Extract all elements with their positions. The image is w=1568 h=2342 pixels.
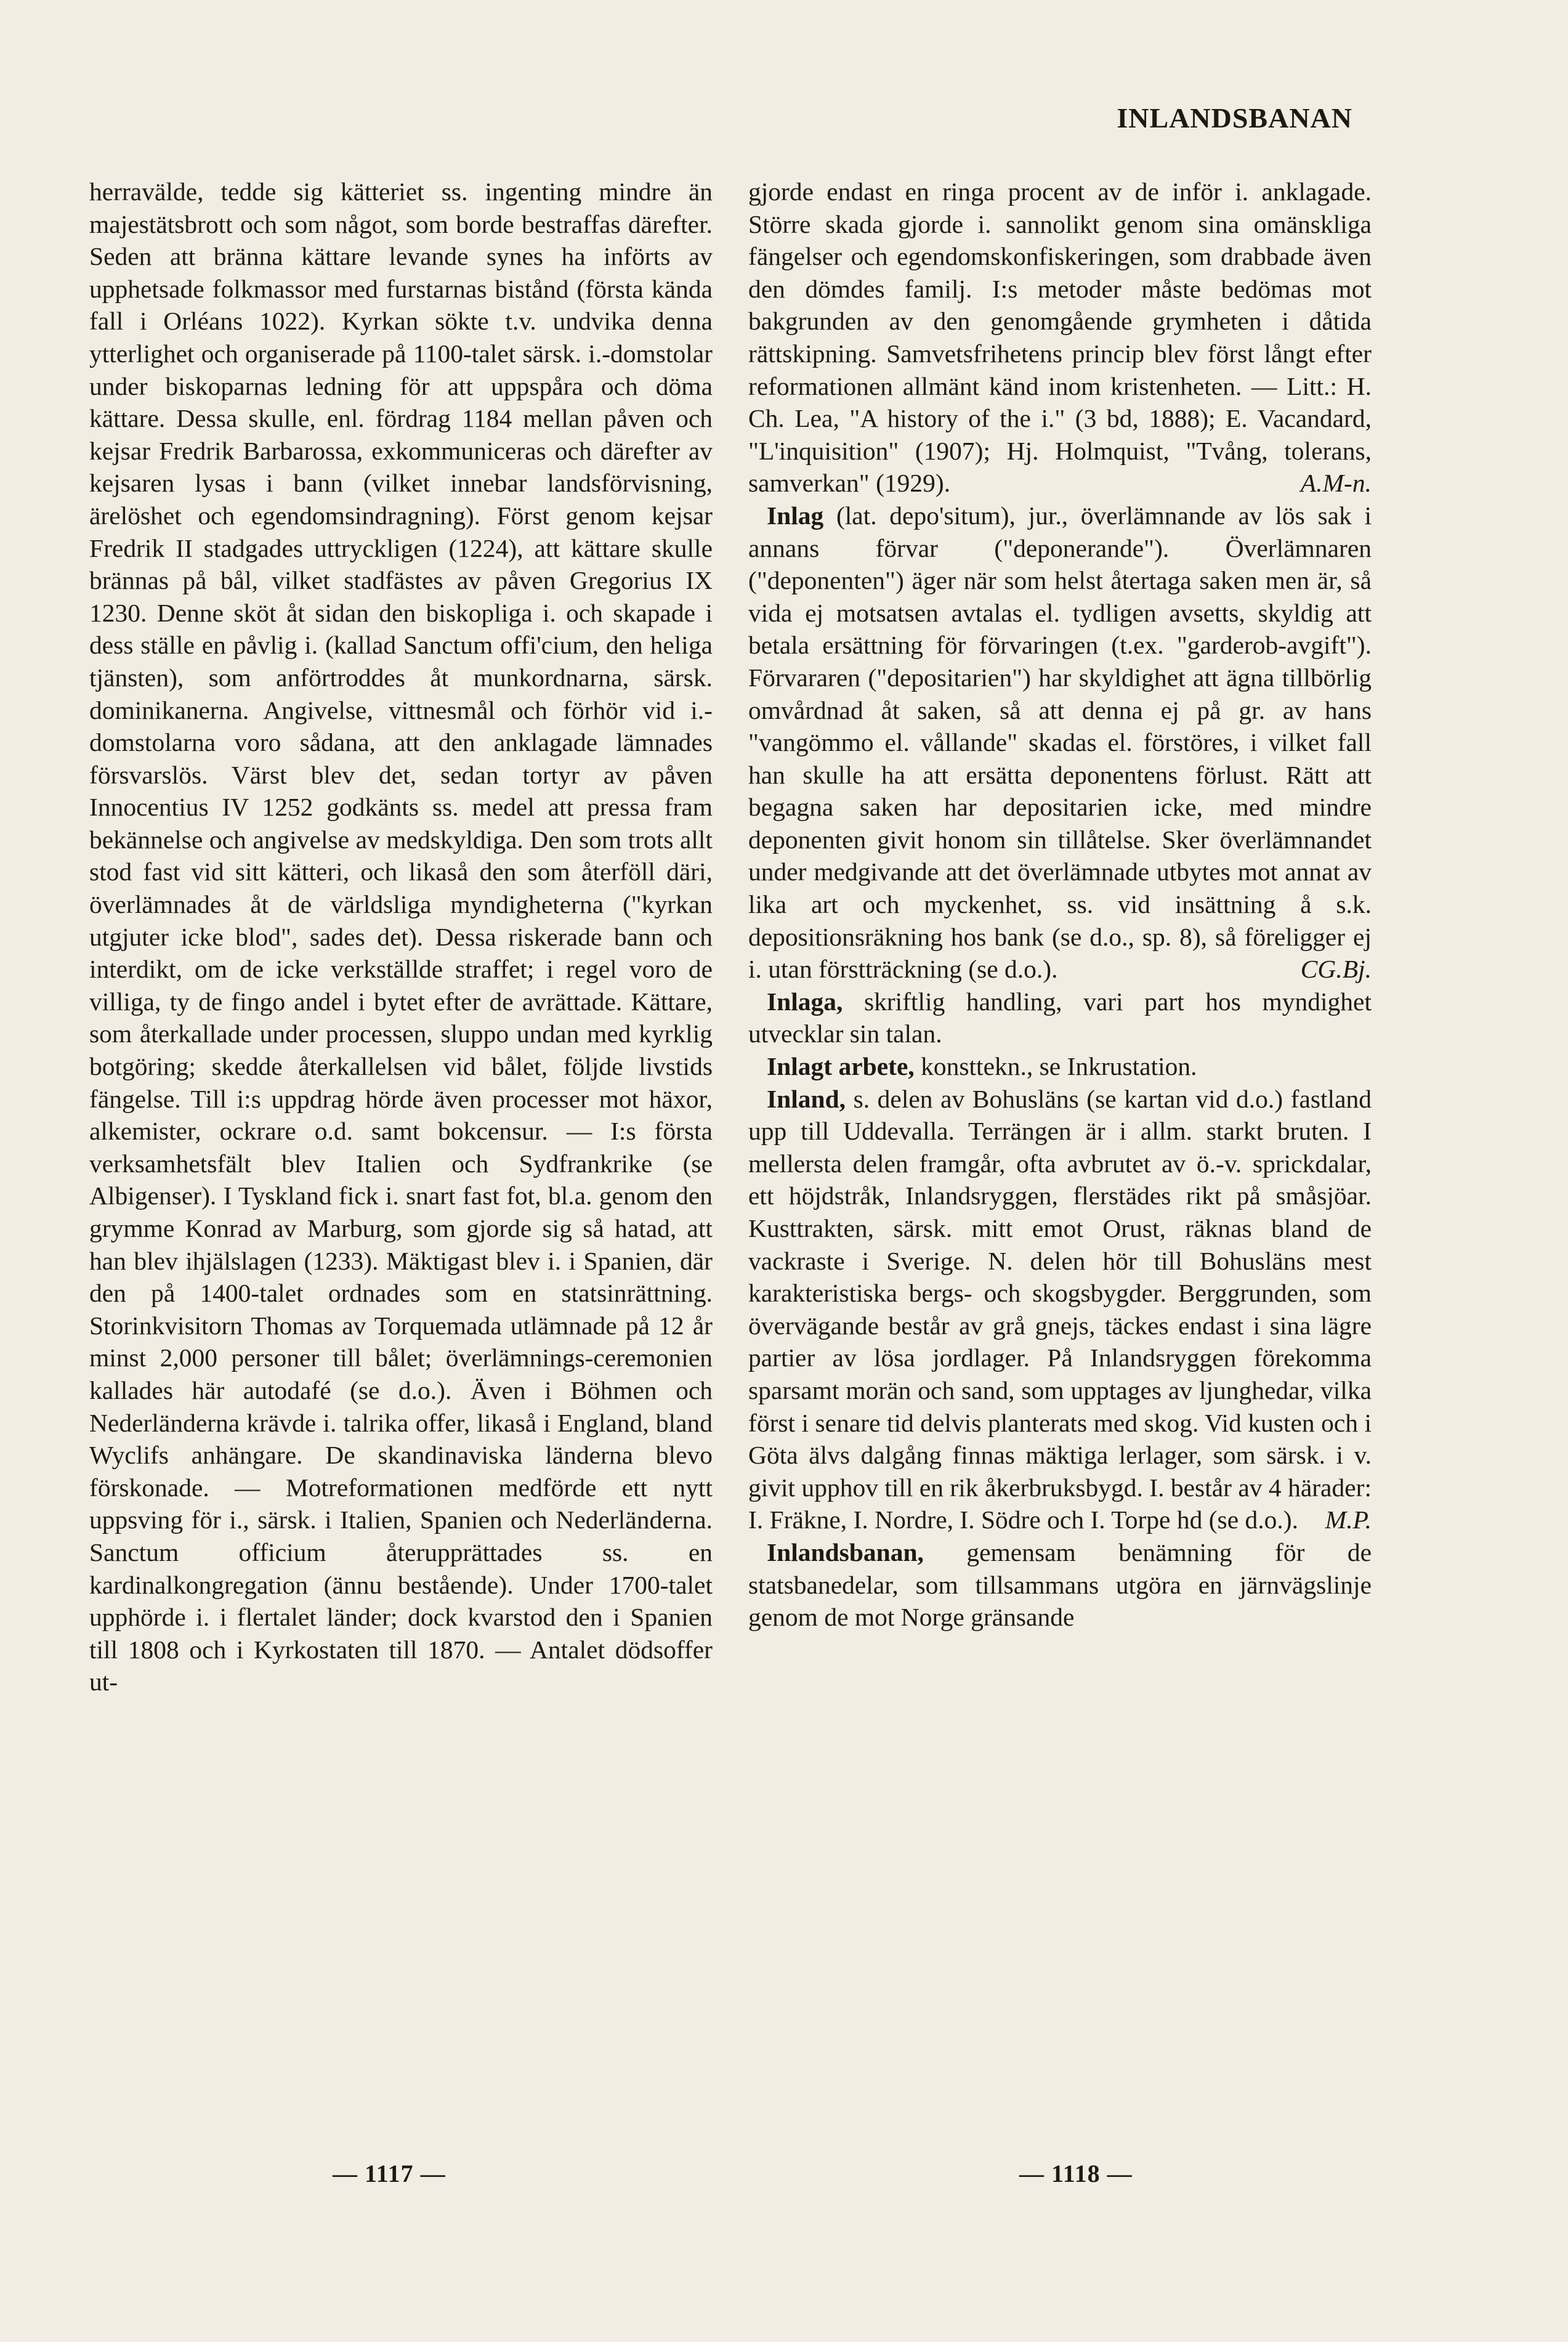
headword: Inland, [767,1084,846,1113]
signature: M.P. [1325,1505,1372,1534]
entry-text: s. delen av Bohusläns (se kartan vid d.o.) fastland upp till Uddevalla. Terrängen är i allm. starkt bruten. I mellersta delen framgår, ofta avbrutet av ö.-v. sprickdalar, ett höjdstråk, Inlandsryggen, flerstädes rikt på småsjöar. Kusttrakten, särsk. mitt emot Orust, räknas bland de vackraste i Sverige. N. delen hör till Bohusläns mest karakteristiska bergs- och skogsbygder. Berggrunden, som övervägande består av grå gnejs, täckes endast i sina lägre partier av lösa jordlager. På Inlandsryggen förekomma sparsamt morän och sand, som upptages av ljunghedar, vilka först i senare tid delvis planterats med skog. Vid kusten och i Göta älvs dalgång finnas mäktiga lerlager, som särsk. i v. givit upphov till en rik åkerbruksbygd. I. består av 4 härader: I. Fräkne, I. Nordre, I. Södre och I. Torpe hd (se d.o.). [748,1084,1372,1534]
page-number-right: — 1118 — [1019,2160,1133,2187]
left-column [89,176,713,1698]
headword: Inlaga, [767,987,843,1016]
entry-inlandsbanan [748,1536,1372,1634]
entry-inlag [748,500,1372,986]
entry-inland [748,1083,1372,1536]
signature: A.M-n. [1300,469,1372,498]
running-title: INLANDSBANAN [1117,102,1352,134]
page-number-left: — 1117 — [333,2160,446,2187]
entry-text: skriftlig handling, vari part hos myndighet utvecklar sin talan. [748,987,1372,1048]
left-column-text: herravälde, tedde sig kätteriet ss. ingenting mindre än majestätsbrott och som något, som borde bestraffas därefter. Seden att bränna kättare levande synes ha införts av upphetsade folkmassor med furstarnas bistånd (första kända fall i Orléans 1022). Kyrkan sökte t.v. undvika denna ytterlighet och organiserade på 1100-talet särsk. i.-domstolar under biskoparnas ledning för att uppspåra och döma kättare. Dessa skulle, enl. fördrag 1184 mellan påven och kejsar Fredrik Barbarossa, exkommuniceras och därefter av kejsaren lysas i bann (vilket innebar landsförvisning, ärelöshet och egendomsindragning). Först genom kejsar Fredrik II stadgades uttryckligen (1224), att kättare skulle brännas på bål, vilket stadfästes av påven Gregorius IX 1230. Denne sköt åt sidan den biskopliga i. och skapade i dess ställe en påvlig i. (kallad Sanctum offi'cium, den heliga tjänsten), som anförtroddes åt munkordnarna, särsk. dominikanerna. Angivelse, vittnesmål och förhör vid i.-domstolarna voro sådana, att den anklagade lämnades försvarslös. Värst blev det, sedan tortyr av påven Innocentius IV 1252 godkänts ss. medel att pressa fram bekännelse och angivelse av medskyldiga. Den som trots allt stod fast vid sitt kätteri, och likaså den som återföll däri, överlämnades åt de världsliga myndigheterna ("kyrkan utgjuter icke blod", sades det). Dessa riskerade bann och interdikt, om de icke verkställde straffet; i regel voro de villiga, ty de fingo andel i bytet efter de avrättade. Kättare, som återkallade under processen, sluppo undan med kyrklig botgöring; skedde återkallelsen vid bålet, följde livstids fängelse. Till i:s uppdrag hörde även processer mot häxor, alkemister, ockrare o.d. samt bokcensur. — I:s första verksamhetsfält blev Italien och Sydfrankrike (se Albigenser). I Tyskland fick i. snart fast fot, bl.a. genom den grymme Konrad av Marburg, som gjorde sig så hatad, att han blev ihjälslagen (1233). Mäktigast blev i. i Spanien, där den på 1400-talet ordnades som en statsinrättning. Storinkvisitorn Thomas av Torquemada utlämnade på 12 år minst 2,000 personer till bålet; överlämnings-ceremonien kallades här autodafé (se d.o.). Även i Böhmen och Nederländerna krävde i. talrika offer, likaså i England, bland Wyclifs anhängare. De skandinaviska länderna blevo förskonade. — Motreformationen medförde ett nytt uppsving för i., särsk. i Italien, Spanien och Nederländerna. Sanctum officium återupprättades ss. en kardinalkongregation (ännu bestående). Under 1700-talet upphörde i. i flertalet länder; dock kvarstod den i Spanien till 1808 och i Kyrkostaten till 1870. — Antalet dödsoffer ut- [89,177,713,1696]
entry-text: konsttekn., se Inkrustation. [914,1052,1197,1081]
right-column [748,176,1372,1634]
entry-inlagt-arbete [748,1050,1372,1083]
entry-inlaga [748,986,1372,1050]
entry-text: (lat. depo'situm), jur., överlämnande av lös sak i annans förvar ("deponerande"). Överlämnaren ("deponenten") äger när som helst återtaga saken men är, så vida ej motsatsen avtalas el. tydligen avsetts, skyldig att betala ersättning för förvaringen (t.ex. "garderob-avgift"). Förvararen ("depositarien") har skyldighet att ägna tillbörlig omvårdnad åt saken, så att denna ej på gr. av hans "vangömmo el. vållande" skadas el. förstöres, i vilket fall han skulle ha att ersätta deponentens förlust. Rätt att begagna saken har depositarien icke, med mindre deponenten givit honom sin tillåtelse. Sker överlämnandet under medgivande att det överlämnade utbytes mot annat av lika art och myckenhet, ss. vid insättning å s.k. depositionsräkning hos bank (se d.o., sp. 8), så föreligger ej i. utan förstträckning (se d.o.). [748,501,1372,984]
continuation-text: gjorde endast en ringa procent av de inför i. anklagade. Större skada gjorde i. sannolikt genom sina omänskliga fängelser och egendomskonfiskeringen, som drabbade även den dömdes familj. I:s metoder måste bedömas mot bakgrunden av den genomgående grymheten i dåtida rättskipning. Samvetsfrihetens princip blev först långt efter reformationen allmänt känd inom kristenheten. — Litt.: H. Ch. Lea, "A history of the i." (3 bd, 1888); E. Vacandard, "L'inquisition" (1907); Hj. Holmquist, "Tvång, tolerans, samverkan" (1929). [748,177,1372,498]
entry-text: gemensam benämning för de statsbanedelar, som tillsammans utgöra en järnvägslinje genom de mot Norge gränsande [748,1538,1372,1632]
continuation-paragraph [748,176,1372,500]
headword: Inlag [767,501,824,530]
signature: CG.Bj. [1300,955,1372,984]
headword: Inlagt arbete, [767,1052,915,1081]
headword: Inlandsbanan, [767,1538,924,1566]
